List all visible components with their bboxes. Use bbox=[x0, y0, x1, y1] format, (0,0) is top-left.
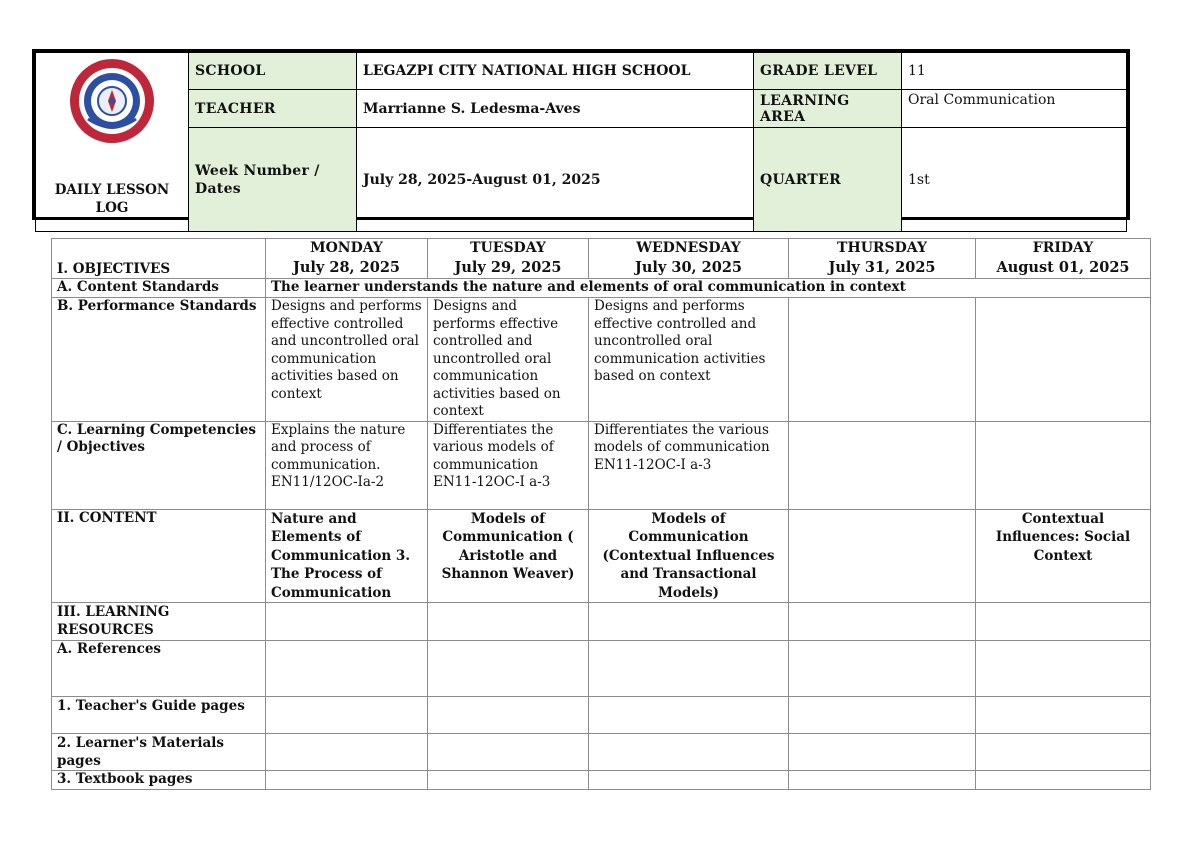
empty-cell bbox=[428, 603, 589, 641]
learning-competencies-monday: Explains the nature and process of communication. EN11/12OC-Ia-2 bbox=[266, 421, 428, 509]
performance-standards-friday bbox=[976, 298, 1151, 422]
school-logo-cell bbox=[36, 53, 189, 232]
performance-standards-thursday bbox=[789, 298, 976, 422]
empty-cell bbox=[266, 697, 428, 734]
empty-cell bbox=[789, 697, 976, 734]
day-date: July 29, 2025 bbox=[454, 259, 562, 276]
learning-competencies-label: C. Learning Competencies / Objectives bbox=[52, 421, 266, 509]
content-label: II. CONTENT bbox=[52, 509, 266, 603]
empty-cell bbox=[266, 603, 428, 641]
content-friday: Contextual Influences: Social Context bbox=[976, 509, 1151, 603]
learning-area-label: LEARNING AREA bbox=[754, 90, 902, 128]
empty-cell bbox=[266, 771, 428, 790]
day-date: July 28, 2025 bbox=[292, 259, 400, 276]
empty-cell bbox=[589, 734, 789, 771]
empty-cell bbox=[428, 641, 589, 697]
day-name: FRIDAY bbox=[1032, 240, 1094, 256]
performance-standards-monday: Designs and performs effective controlled and uncontrolled oral communication activities based on context bbox=[266, 298, 428, 422]
content-tuesday: Models of Communication ( Aristotle and Shannon Weaver) bbox=[428, 509, 589, 603]
empty-cell bbox=[789, 734, 976, 771]
empty-cell bbox=[789, 771, 976, 790]
empty-cell bbox=[428, 697, 589, 734]
performance-standards-wednesday: Designs and performs effective controlled and uncontrolled oral communication activities based on context bbox=[589, 298, 789, 422]
references-label: A. References bbox=[52, 641, 266, 697]
day-name: THURSDAY bbox=[837, 240, 927, 256]
header-table bbox=[32, 49, 1130, 220]
textbook-pages-label: 3. Textbook pages bbox=[52, 771, 266, 790]
day-date: July 31, 2025 bbox=[828, 259, 936, 276]
empty-cell bbox=[789, 641, 976, 697]
learners-materials-label: 2. Learner's Materials pages bbox=[52, 734, 266, 771]
day-header-thursday bbox=[789, 239, 976, 279]
day-header-friday bbox=[976, 239, 1151, 279]
learning-competencies-tuesday: Differentiates the various models of communication EN11-12OC-I a-3 bbox=[428, 421, 589, 509]
empty-cell bbox=[976, 697, 1151, 734]
quarter-value: 1st bbox=[902, 128, 1127, 232]
quarter-label: QUARTER bbox=[754, 128, 902, 232]
content-standards-label: A. Content Standards bbox=[52, 279, 266, 298]
empty-cell bbox=[266, 641, 428, 697]
school-seal-icon bbox=[68, 57, 156, 145]
content-thursday bbox=[789, 509, 976, 603]
day-name: WEDNESDAY bbox=[636, 240, 741, 256]
teacher-label: TEACHER bbox=[189, 90, 357, 128]
week-dates-value: July 28, 2025-August 01, 2025 bbox=[357, 128, 754, 232]
grade-level-label: GRADE LEVEL bbox=[754, 53, 902, 90]
day-date: July 30, 2025 bbox=[634, 259, 742, 276]
content-standards-value: The learner understands the nature and elements of oral communication in context bbox=[266, 279, 1151, 298]
empty-cell bbox=[589, 603, 789, 641]
content-monday: Nature and Elements of Communication 3. The Process of Communication bbox=[266, 509, 428, 603]
school-value: LEGAZPI CITY NATIONAL HIGH SCHOOL bbox=[357, 53, 754, 90]
empty-cell bbox=[976, 734, 1151, 771]
learning-competencies-wednesday: Differentiates the various models of communication EN11-12OC-I a-3 bbox=[589, 421, 789, 509]
empty-cell bbox=[589, 771, 789, 790]
daily-lesson-log-title: DAILY LESSON LOG bbox=[54, 182, 170, 216]
empty-cell bbox=[789, 603, 976, 641]
day-header-tuesday bbox=[428, 239, 589, 279]
teachers-guide-label: 1. Teacher's Guide pages bbox=[52, 697, 266, 734]
empty-cell bbox=[976, 641, 1151, 697]
learning-competencies-friday bbox=[976, 421, 1151, 509]
empty-cell bbox=[976, 771, 1151, 790]
day-name: MONDAY bbox=[310, 240, 383, 256]
week-dates-label: Week Number / Dates bbox=[189, 128, 357, 232]
day-date: August 01, 2025 bbox=[996, 259, 1130, 276]
performance-standards-tuesday: Designs and performs effective controlled and uncontrolled oral communication activities based on context bbox=[428, 298, 589, 422]
content-wednesday: Models of Communication (Contextual Influences and Transactional Models) bbox=[589, 509, 789, 603]
day-header-monday bbox=[266, 239, 428, 279]
empty-cell bbox=[266, 734, 428, 771]
learning-competencies-thursday bbox=[789, 421, 976, 509]
empty-cell bbox=[976, 603, 1151, 641]
day-name: TUESDAY bbox=[470, 240, 546, 256]
lesson-log-table bbox=[51, 238, 1151, 790]
day-header-wednesday bbox=[589, 239, 789, 279]
school-label: SCHOOL bbox=[189, 53, 357, 90]
empty-cell bbox=[589, 697, 789, 734]
objectives-heading: I. OBJECTIVES bbox=[52, 239, 266, 279]
grade-level-value: 11 bbox=[902, 53, 1127, 90]
learning-area-value: Oral Communication bbox=[902, 90, 1127, 128]
empty-cell bbox=[428, 771, 589, 790]
performance-standards-label: B. Performance Standards bbox=[52, 298, 266, 422]
empty-cell bbox=[428, 734, 589, 771]
learning-resources-label: III. LEARNING RESOURCES bbox=[52, 603, 266, 641]
empty-cell bbox=[589, 641, 789, 697]
teacher-value: Marrianne S. Ledesma-Aves bbox=[357, 90, 754, 128]
